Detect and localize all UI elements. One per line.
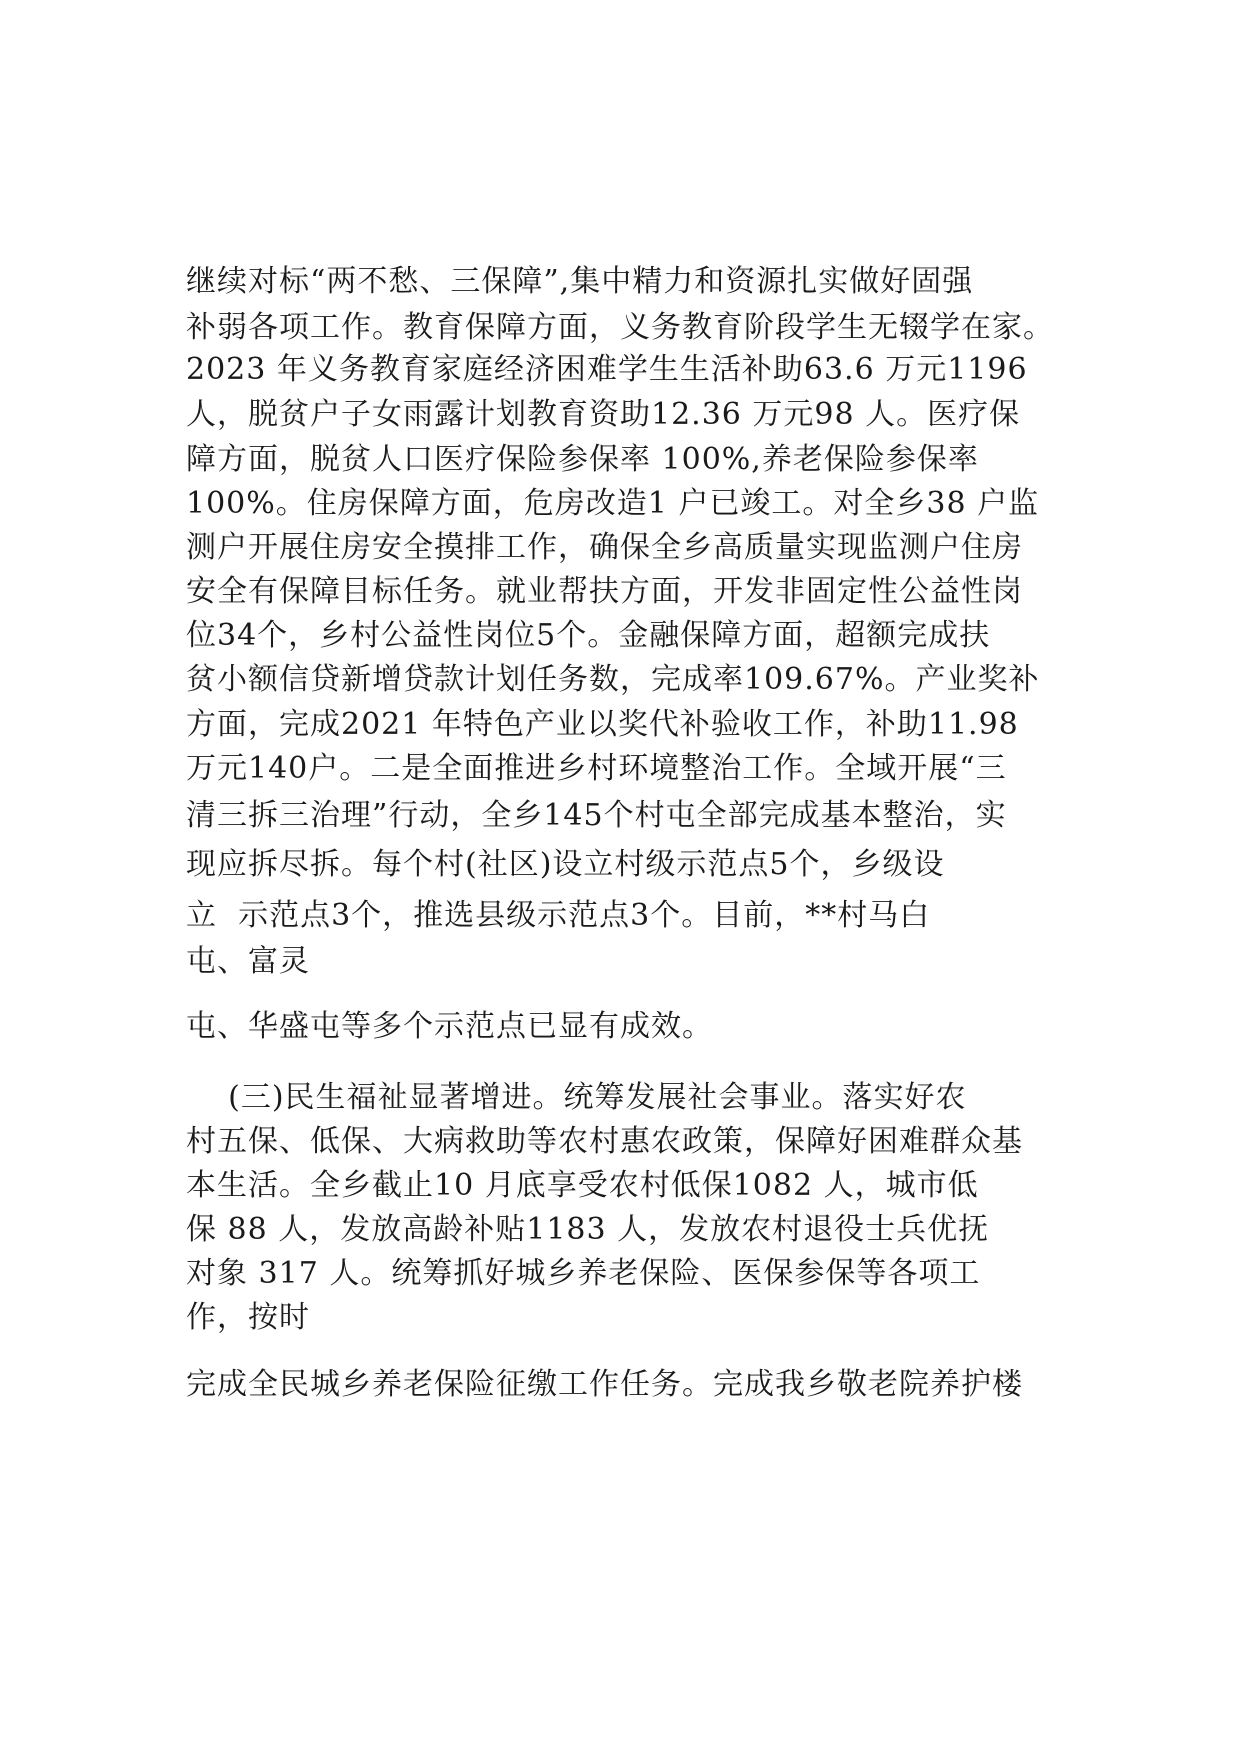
text-line: 屯、富灵: [186, 944, 310, 979]
text-line: 保 88 人，发放高龄补贴1183 人，发放农村退役士兵优抚: [186, 1212, 990, 1247]
text-line: 人，脱贫户子女雨露计划教育资助12.36 万元98 人。医疗保: [186, 397, 1021, 432]
text-line: 障方面，脱贫人口医疗保险参保率 100%,养老保险参保率: [186, 442, 979, 477]
text-line: 清三拆三治理”行动，全乡145个村屯全部完成基本整治，实: [186, 798, 1007, 833]
text-line: 村五保、低保、大病救助等农村惠农政策，保障好困难群众基: [186, 1124, 1023, 1159]
text-line: 完成全民城乡养老保险征缴工作任务。完成我乡敬老院养护楼: [186, 1367, 1023, 1402]
text-line: 测户开展住房安全摸排工作，确保全乡高质量实现监测户住房: [186, 530, 1023, 565]
text-line: 作，按时: [186, 1300, 310, 1335]
text-line: 贫小额信贷新增贷款计划任务数，完成率109.67%。产业奖补: [186, 662, 1040, 697]
text-line: 立 示范点3个，推选县级示范点3个。目前，**村马白: [186, 898, 931, 933]
text-line: 继续对标“两不愁、三保障”,集中精力和资源扎实做好固强: [186, 264, 974, 299]
paragraph-heading-line: (三)民生福祉显著增进。统筹发展社会事业。落实好农: [186, 1080, 967, 1115]
text-line: 现应拆尽拆。每个村(社区)设立村级示范点5个，乡级设: [186, 847, 945, 882]
text-line: 本生活。全乡截止10 月底享受农村低保1082 人，城市低: [186, 1168, 979, 1203]
text-line: 对象 317 人。统筹抓好城乡养老保险、医保参保等各项工: [186, 1256, 981, 1291]
text-line: 屯、华盛屯等多个示范点已显有成效。: [186, 1009, 713, 1044]
text-line: 安全有保障目标任务。就业帮扶方面，开发非固定性公益性岗: [186, 574, 1023, 609]
text-line: 方面，完成2021 年特色产业以奖代补验收工作，补助11.98: [186, 707, 1019, 742]
text-line: 2023 年义务教育家庭经济困难学生生活补助63.6 万元1196: [186, 352, 1028, 387]
text-line: 100%。住房保障方面，危房改造1 户已竣工。对全乡38 户监: [186, 486, 1040, 521]
text-line: 位34个，乡村公益性岗位5个。金融保障方面，超额完成扶: [186, 618, 991, 653]
text-line: 补弱各项工作。教育保障方面，义务教育阶段学生无辍学在家。: [186, 310, 1054, 345]
text-line: 万元140户。二是全面推进乡村环境整治工作。全域开展“三: [186, 751, 1007, 786]
